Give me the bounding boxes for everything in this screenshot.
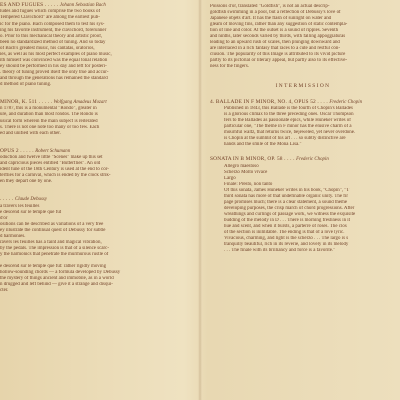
- note-line: ey illustrate the continual quest of Debussy for subtle: [0, 227, 106, 233]
- note-line: o. Prior to this mechanical theory and artistic proof,: [0, 33, 103, 39]
- program-item-bach: [0, 2, 190, 88]
- note-line: Vivacious, charming, and light is the scherzo . . . The largo is s: [224, 236, 349, 242]
- note-line: partly to its pictorial or literary appeal, but partly also to its effective-: [210, 58, 348, 64]
- movement-name: Scherzo Molto vivace: [224, 169, 268, 175]
- note-line: the mystery of things ancient and immobile, as in a world: [0, 276, 114, 282]
- note-line: and ninths, later seconds varied by thirds, with falling appoggiaturas: [210, 34, 346, 40]
- program-note: [0, 204, 190, 295]
- note-line: ing his favorite instrument, the clavichord, forerunner: [0, 27, 107, 33]
- item-heading: SONATA IN B MINOR, OP. 58 . . . . Frederic Chopin: [210, 156, 329, 163]
- note-line: usical form wherein the main subject is reiterated: [0, 118, 98, 124]
- note-line: page promises much; there is a clear statement, a sound theme: [224, 199, 348, 205]
- program-item-ballade: [210, 99, 396, 149]
- item-heading: OPUS 2 . . . . . Robert Schumann: [0, 147, 71, 154]
- note-line: clusion. The popularity of this Image is attributed to its vivid picture: [210, 52, 346, 58]
- note-line: ure, and duration than most rondos. The Rondo is: [0, 112, 98, 118]
- movement-name: Allegro maestoso: [224, 163, 259, 169]
- note-line: budding of the melody in D . . . There is morning freshness in it: [224, 218, 351, 224]
- program-note: [0, 9, 190, 88]
- note-line: ludes and fugues which comprise the two books of: [0, 9, 101, 15]
- piece-title: SONATA IN B MINOR, OP. 58: [210, 156, 283, 163]
- program-note: [0, 106, 190, 136]
- note-line: Published in 1843, this Ballade is the fourth of Chopin's Ballades: [224, 105, 353, 111]
- note-line: of Bach's greatest music, his cantatas, oratorios,: [0, 45, 95, 51]
- intermission-heading: INTERMISSION: [275, 82, 331, 89]
- note-line: ed and unified with each other.: [0, 130, 61, 136]
- movement-name: Largo: [224, 175, 236, 181]
- composer-name: Wolfgang Amadeus Mozart: [53, 100, 107, 106]
- program-item-mozart: [0, 99, 190, 137]
- piece-subtitle: d'or: [0, 215, 8, 221]
- note-line: tranquilly beautiful, rich in its reverie, and lovely in its melody: [224, 242, 349, 248]
- note-line: Of this sonata, James Huneker writes in his book, "Chopin", "T: [224, 187, 350, 193]
- composer-name: Frederic Chopin: [329, 99, 363, 105]
- note-line: Japanese objets d'art. It has the flash of sunlight on water and: [210, 16, 332, 22]
- program-item-schumann: [0, 148, 190, 186]
- program-note: [210, 188, 396, 255]
- program-item-sonata: [210, 156, 396, 254]
- piece-title: 4. BALLADE IN F MINOR, NO. 4, OPUS 52: [210, 98, 316, 105]
- item-heading: MINOR, K. 511 . . . . . Wolfgang Amadeus Mozart: [0, 99, 107, 106]
- note-line: are interlaced in a rich fantasy that races to a cute and restful con-: [210, 46, 340, 52]
- note-line: wreathings and curlings of passage work, we witness the exquisite: [224, 212, 356, 218]
- note-line: of the section is inimitable. The ending is that of a love lyric.: [224, 230, 345, 236]
- spacer: [0, 88, 190, 99]
- item-heading: 4. BALLADE IN F MINOR, NO. 4, OPUS 52 . . . . Frederic Chopin: [210, 98, 363, 105]
- spacer: [0, 185, 190, 196]
- program-note: [210, 106, 396, 148]
- piece-title: ES AND FUGUES: [0, 2, 44, 8]
- note-line: is Chopin at the summit of his art . . . so subtly distinctive are: [224, 136, 346, 142]
- note-line: terflies for a carnival, which is ended by the clock strik-: [0, 173, 111, 179]
- note-line: ic for the piano. Bach composed them to test his sys-: [0, 21, 105, 27]
- item-heading: ES AND FUGUES . . . . . Johann Sebastian Bach: [0, 2, 106, 8]
- note-line: Poissons d'or, translated "Goldfish", is not an actual descrip-: [210, 4, 330, 9]
- note-line: hue and scent, and when it bursts, a parterre of roses. The clos: [224, 224, 347, 230]
- page-fold: [198, 0, 202, 400]
- composer-name: Frederic Chopin: [296, 157, 329, 163]
- note-line: Tempered Clavichord" are among the earliest pub-: [0, 15, 100, 21]
- note-line: e descend sur le temple que fut: rather rigidly moving: [0, 264, 107, 270]
- piece-title: MINOR, K. 511: [0, 99, 38, 106]
- piece-subtitle: e descend sur le temple que fut: [0, 209, 62, 215]
- composer-name: Robert Schumann: [35, 148, 71, 154]
- note-line: s. There is not one note too many or too few. Each: [0, 124, 100, 130]
- note-line: been no standardized method of tuning. And so today: [0, 39, 106, 45]
- spacer: [0, 137, 190, 148]
- program-note-poissons: [210, 4, 396, 71]
- note-line: ident tune of the 18th Century is used at the end to cor-: [0, 167, 109, 173]
- note-line: by the pedals. The impression is that of a silence scarc-: [0, 246, 110, 252]
- note-line: ey should be performed in his day and left for posteri-: [0, 63, 107, 69]
- note-line: cter.: [0, 288, 9, 294]
- note-line: . . . The finale with its brilliancy and force is a favorite.": [224, 248, 336, 254]
- note-line: hollow-sounding chords — a formula developed by Debussy: [0, 270, 121, 276]
- note-line: leading to an upward rush of scales, then plunging downward and: [210, 40, 340, 46]
- program-note: [0, 155, 190, 185]
- note-line: ness for the fingers.: [210, 64, 249, 70]
- note-line: oduction and twelve little "Scenes" make up this set: [0, 155, 103, 161]
- composer-name: Claude Debussy: [14, 197, 47, 203]
- note-line: gleam of moving fins, rather than any suggestion of static contempla-: [210, 22, 348, 28]
- note-line: ith himself was convinced was the equal tonal relation: [0, 57, 108, 63]
- note-line: ies, as well as his most perfect examples of piano music,: [0, 51, 112, 57]
- note-line: d harmonies.: [0, 233, 26, 239]
- note-line: is a glorious climax to the three preceding ones. Oscar Thompson: [224, 112, 354, 118]
- composer-name: Johann Sebastian Bach: [59, 3, 106, 8]
- note-line: ositions can be described as variations of a very free: [0, 221, 104, 227]
- note-line: and through the generations has remained the standard: [0, 75, 108, 81]
- note-line: third sonata has more of that undefinable organic unity. The fir: [224, 193, 348, 199]
- note-line: en they depart one by one.: [0, 179, 53, 185]
- note-line: ravers les feuilles has a faint and magical vibration,: [0, 239, 102, 245]
- note-line: . theory of tuning proved itself the only true and accur-: [0, 69, 109, 75]
- right-column: [210, 0, 396, 254]
- program-item-debussy: [0, 196, 190, 294]
- note-line: fers to the Ballades as passionate epics, while Huneker writes of: [224, 118, 351, 124]
- note-line: n 1787, this is a monumental "Rondo", greater in: [0, 106, 97, 112]
- note-line: mournful waltz, that returns twice, bejeweled, yet never overdone.: [224, 130, 356, 136]
- left-column: [0, 0, 190, 294]
- note-line: y the harmonics that penetrate the murmurous rustle of: [0, 252, 109, 258]
- note-line: and capricious pieces entitled "Butterflies". An old: [0, 161, 101, 167]
- note-line: developing purposes, the crisp march of chord progressions. After: [224, 206, 355, 212]
- note-line: goldfish swimming in a pool, but a reflection of Debussy's love of: [210, 10, 341, 16]
- note-line: particular one, "The theme in F minor has the elusive charm of a: [224, 124, 352, 130]
- movement-list: [210, 164, 396, 188]
- piece-subtitle: a travers les feuilles: [0, 203, 40, 209]
- note-line: hands and the smile of the Mona Lisa.": [224, 142, 302, 148]
- spacer: [210, 148, 396, 156]
- movement-name: Finale: Presto, non tanto: [224, 181, 273, 187]
- piece-title: OPUS 2: [0, 147, 19, 154]
- note-line: d method of piano tuning.: [0, 81, 52, 87]
- note-line: n drugged and left behind — give it a strange and disqui-: [0, 282, 113, 288]
- note-line: tion of line and color. At the outset is a sound of ripples. Seventh: [210, 28, 339, 34]
- item-heading: . . . . . Claude Debussy: [0, 196, 47, 203]
